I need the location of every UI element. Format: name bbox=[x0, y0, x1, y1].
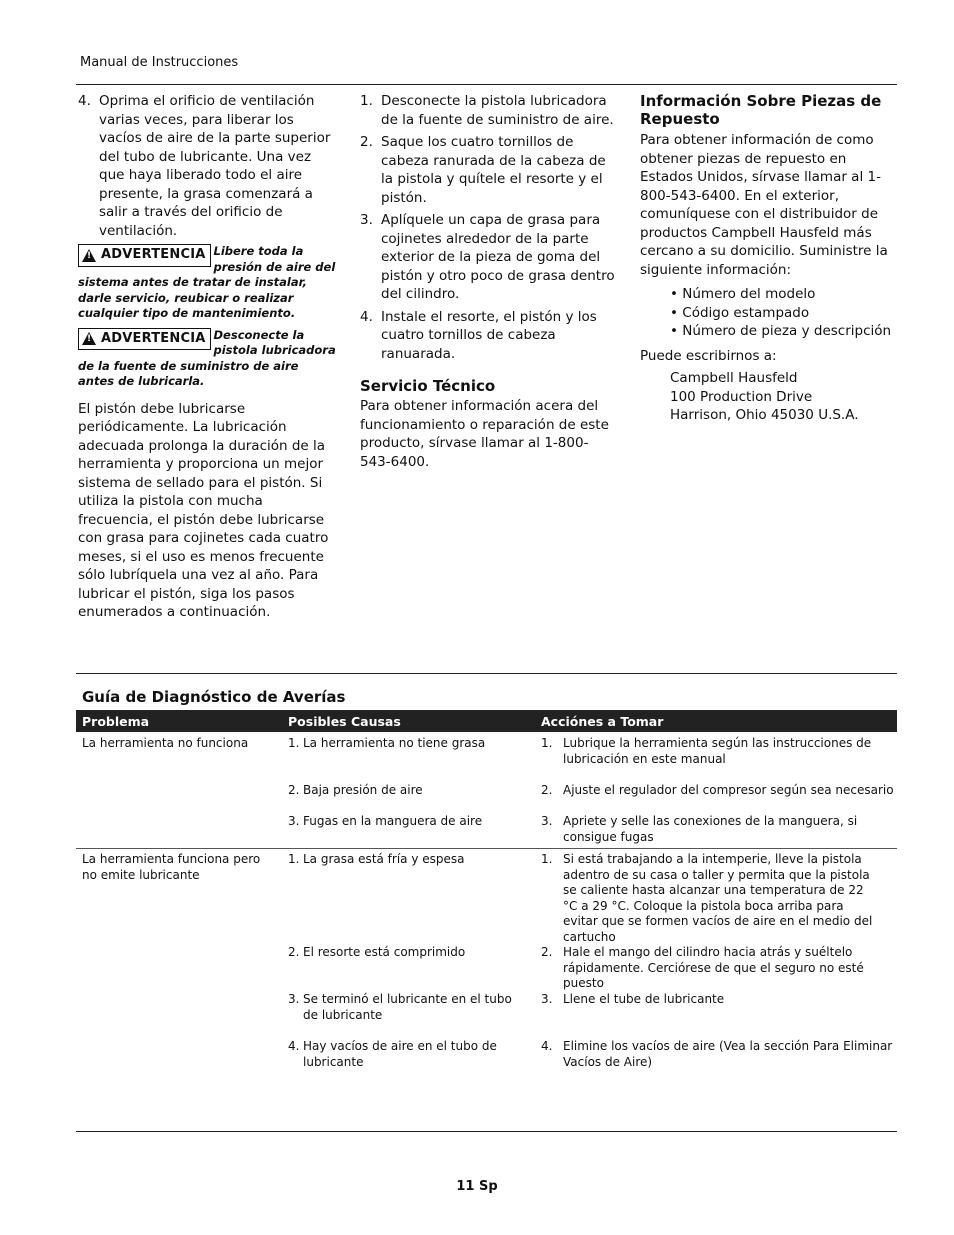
step-number: 4. bbox=[78, 93, 91, 109]
list-item: 2. Saque los cuatro tornillos de cabeza ranurada de la cabeza de la pistola y quítele el resorte y el pistón. bbox=[360, 134, 606, 206]
left-column bbox=[78, 92, 338, 622]
warning-label: ! ADVERTENCIA bbox=[78, 328, 211, 351]
column-header: Posibles Causas bbox=[288, 714, 401, 729]
table-header bbox=[76, 710, 897, 732]
step-list bbox=[78, 92, 338, 240]
action-cell: 3. Llene el tube de lubricante bbox=[541, 992, 725, 1006]
list-item bbox=[78, 92, 338, 240]
parts-intro: Para obtener información de como obtener piezas de repuesto en Estados Unidos, sírvase llamar al 1-800-543-6400. En el exterior, comuníquese con el distribuidor de productos Campbell Hausfeld más cercano a su domicilio. Suministre la siguiente información: bbox=[640, 132, 888, 278]
section-divider bbox=[76, 673, 897, 674]
list-item: • Código estampado bbox=[670, 304, 902, 323]
problem-cell: La herramienta funciona pero no emite lubricante bbox=[82, 852, 261, 882]
header-divider bbox=[76, 84, 897, 85]
list-item: • Número del modelo bbox=[670, 285, 902, 304]
cause-cell: 3. Fugas en la manguera de aire bbox=[288, 814, 483, 828]
action-cell: 1. Si está trabajando a la intemperie, lleve la pistola adentro de su casa o taller y permita que la pistola se caliente hasta alcanzar una temperatura de 22 °C a 29 °C. Coloque la pistola boca arriba para evitar que se formen vacíos de aire en el medio del cartucho bbox=[541, 852, 873, 944]
page-header: Manual de Instrucciones bbox=[80, 55, 239, 70]
action-cell: 3. Apriete y selle las conexiones de la manguera, si consigue fugas bbox=[541, 814, 858, 844]
footer-divider bbox=[76, 1131, 897, 1132]
step-text: Oprima el orificio de ventilación varias veces, para liberar los vacíos de aire de la parte superior del tubo de lubricante. Una vez que haya liberado todo el aire presente, la grasa comenzará a salir a través del orificio de ventilación. bbox=[99, 93, 331, 239]
row-divider bbox=[76, 848, 897, 849]
table-title: Guía de Diagnóstico de Averías bbox=[82, 688, 346, 706]
step-list bbox=[360, 92, 618, 363]
warning-block bbox=[78, 328, 338, 390]
column-header: Problema bbox=[82, 714, 150, 729]
section-title: Servicio Técnico bbox=[360, 377, 496, 395]
cause-cell: 1. La herramienta no tiene grasa bbox=[288, 736, 486, 750]
problem-cell: La herramienta no funciona bbox=[82, 736, 249, 750]
warning-block bbox=[78, 244, 338, 322]
column-header: Acciónes a Tomar bbox=[541, 714, 664, 729]
warning-text-first: Desconecte la pistola lubricadora bbox=[213, 327, 336, 357]
page-number: 11 Sp bbox=[456, 1179, 498, 1194]
service-text: Para obtener información acera del funcionamiento o reparación de este producto, sírvase llamar al 1-800-543-6400. bbox=[360, 398, 609, 470]
lubrication-paragraph: El pistón debe lubricarse periódicamente. La lubricación adecuada prolonga la duración de la herramienta y proporciona un mejor sistema de sellado para el pistón. Si utiliza la pistola con mucha frecuencia, el pistón debe lubricarse con grasa para cojinetes cada cuatro meses, si el uso es menos frecuente sólo lubríquela una vez al año. Para lubricar el pistón, siga los pasos enumerados a continuación. bbox=[78, 400, 329, 620]
cause-cell: 4. Hay vacíos de aire en el tubo de lubricante bbox=[288, 1039, 497, 1069]
list-item: 4. Instale el resorte, el pistón y los cuatro tornillos de cabeza ranuarada. bbox=[360, 308, 597, 362]
section-title: Información Sobre Piezas de Repuesto bbox=[640, 92, 882, 128]
action-cell: 4. Elimine los vacíos de aire (Vea la sección Para Eliminar Vacíos de Aire) bbox=[541, 1039, 893, 1069]
action-cell: 2. Hale el mango del cilindro hacia atrás y suéltelo rápidamente. Cerciórese de que el seguro no esté puesto bbox=[541, 945, 864, 990]
warning-label: ! ADVERTENCIA bbox=[78, 244, 211, 267]
warning-text-first: Libere toda la presión de aire del bbox=[213, 244, 336, 274]
list-item: • Número de pieza y descripción bbox=[670, 322, 902, 341]
list-item: 3. Aplíquele un capa de grasa para cojinetes alrededor de la parte exterior de la pieza de goma del pistón y otro poco de grasa dentro del cilindro. bbox=[360, 212, 615, 302]
warning-text: sistema antes de tratar de instalar, darle servicio, reubicar o realizar cualquier tipo de mantenimiento. bbox=[78, 275, 307, 320]
cause-cell: 1. La grasa está fría y espesa bbox=[288, 852, 465, 866]
right-column bbox=[640, 92, 902, 425]
warning-icon: ! bbox=[82, 332, 96, 345]
action-cell: 1. Lubrique la herramienta según las instrucciones de lubricación en este manual bbox=[541, 736, 872, 766]
warning-text: de la fuente de suministro de aire antes de lubricarla. bbox=[78, 358, 299, 388]
middle-column bbox=[360, 92, 618, 471]
list-item: 1. Desconecte la pistola lubricadora de la fuente de suministro de aire. bbox=[360, 93, 614, 128]
warning-icon: ! bbox=[82, 249, 96, 262]
cause-cell: 3. Se terminó el lubricante en el tubo de lubricante bbox=[288, 992, 512, 1022]
info-list bbox=[670, 285, 902, 341]
action-cell: 2. Ajuste el regulador del compresor según sea necesario bbox=[541, 783, 894, 797]
cause-cell: 2. El resorte está comprimido bbox=[288, 945, 466, 959]
address-block: Campbell Hausfeld 100 Production Drive Harrison, Ohio 45030 U.S.A. bbox=[670, 370, 859, 423]
write-label: Puede escribirnos a: bbox=[640, 347, 777, 364]
cause-cell: 2. Baja presión de aire bbox=[288, 783, 423, 797]
